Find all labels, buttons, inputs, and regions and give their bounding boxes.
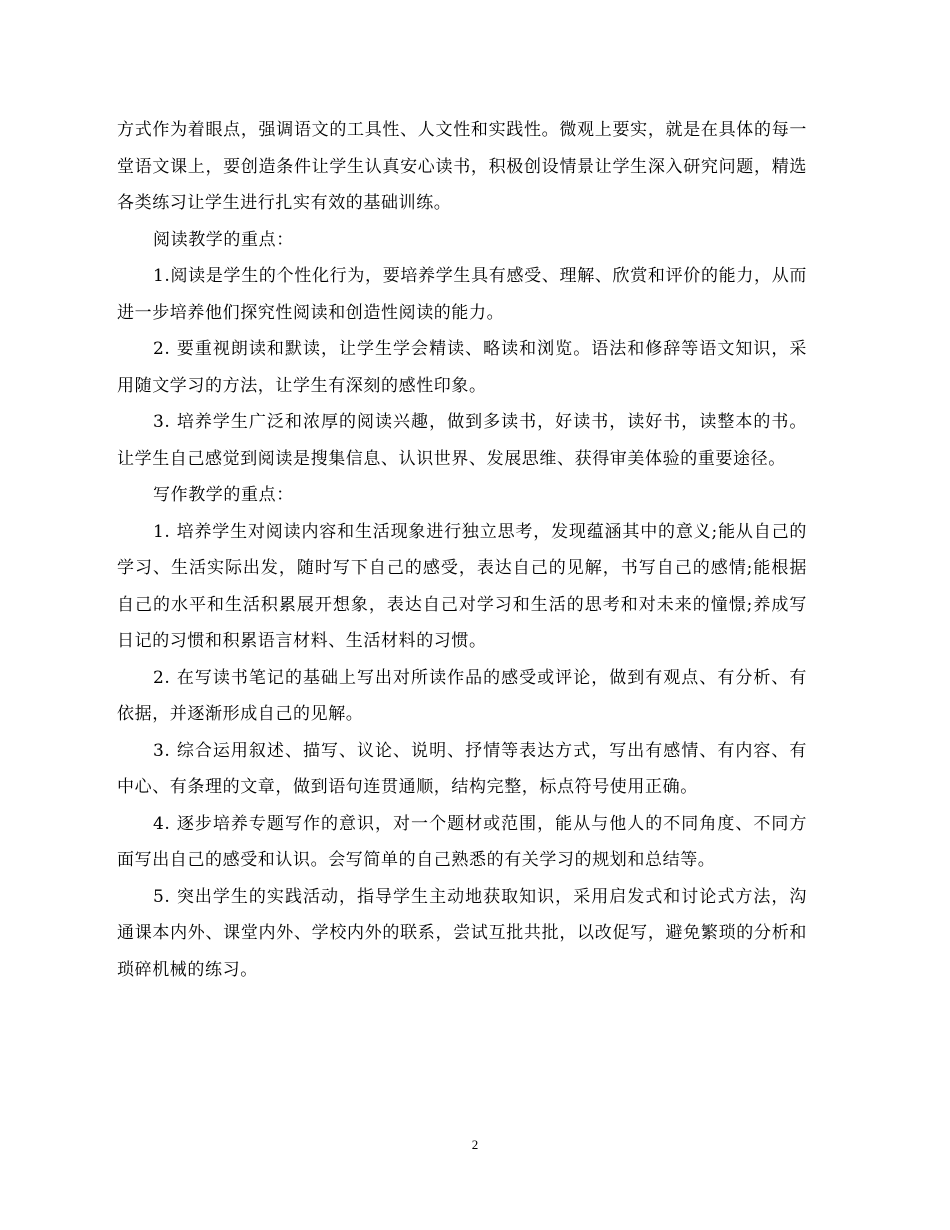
writing-point-4: 4. 逐步培养专题写作的意识，对一个题材或范围，能从与他人的不同角度、不同方面写出自己的感受和认识。会写简单的自己熟悉的有关学习的规划和总结等。 — [117, 813, 807, 870]
document-body — [117, 112, 807, 988]
paragraph-continuation: 方式作为着眼点，强调语文的工具性、人文性和实践性。微观上要实，就是在具体的每一堂语文课上，要创造条件让学生认真安心读书，积极创设情景让学生深入研究问题，精选各类练习让学生进行扎实有效的基础训练。 — [117, 120, 807, 213]
writing-point-3: 3. 综合运用叙述、描写、议论、说明、抒情等表达方式，写出有感情、有内容、有中心、有条理的文章，做到语句连贯通顺，结构完整，标点符号使用正确。 — [117, 740, 807, 797]
reading-point-2: 2. 要重视朗读和默读，让学生学会精读、略读和浏览。语法和修辞等语文知识，采用随文学习的方法，让学生有深刻的感性印象。 — [117, 339, 807, 396]
reading-point-3: 3. 培养学生广泛和浓厚的阅读兴趣，做到多读书，好读书，读好书，读整本的书。让学生自己感觉到阅读是搜集信息、认识世界、发展思维、获得审美体验的重要途径。 — [117, 412, 807, 469]
page-number: 2 — [471, 1137, 479, 1152]
writing-point-2: 2. 在写读书笔记的基础上写出对所读作品的感受或评论，做到有观点、有分析、有依据，并逐渐形成自己的见解。 — [117, 667, 807, 724]
writing-point-1: 1. 培养学生对阅读内容和生活现象进行独立思考，发现蕴涵其中的意义;能从自己的学习、生活实际出发，随时写下自己的感受，表达自己的见解，书写自己的感情;能根据自己的水平和生活积累展开想象，表达自己对学习和生活的思考和对未来的憧憬;养成写日记的习惯和积累语言材料、生活材料的习惯。 — [117, 521, 807, 651]
heading-reading-focus: 阅读教学的重点： — [153, 229, 294, 250]
writing-point-5: 5. 突出学生的实践活动，指导学生主动地获取知识，采用启发式和讨论式方法，沟通课本内外、课堂内外、学校内外的联系，尝试互批共批，以改促写，避免繁琐的分析和琐碎机械的练习。 — [117, 886, 807, 980]
heading-writing-focus: 写作教学的重点： — [153, 485, 294, 505]
reading-point-1: 1.阅读是学生的个性化行为，要培养学生具有感受、理解、欣赏和评价的能力，从而进一步培养他们探究性阅读和创造性阅读的能力。 — [117, 266, 807, 323]
